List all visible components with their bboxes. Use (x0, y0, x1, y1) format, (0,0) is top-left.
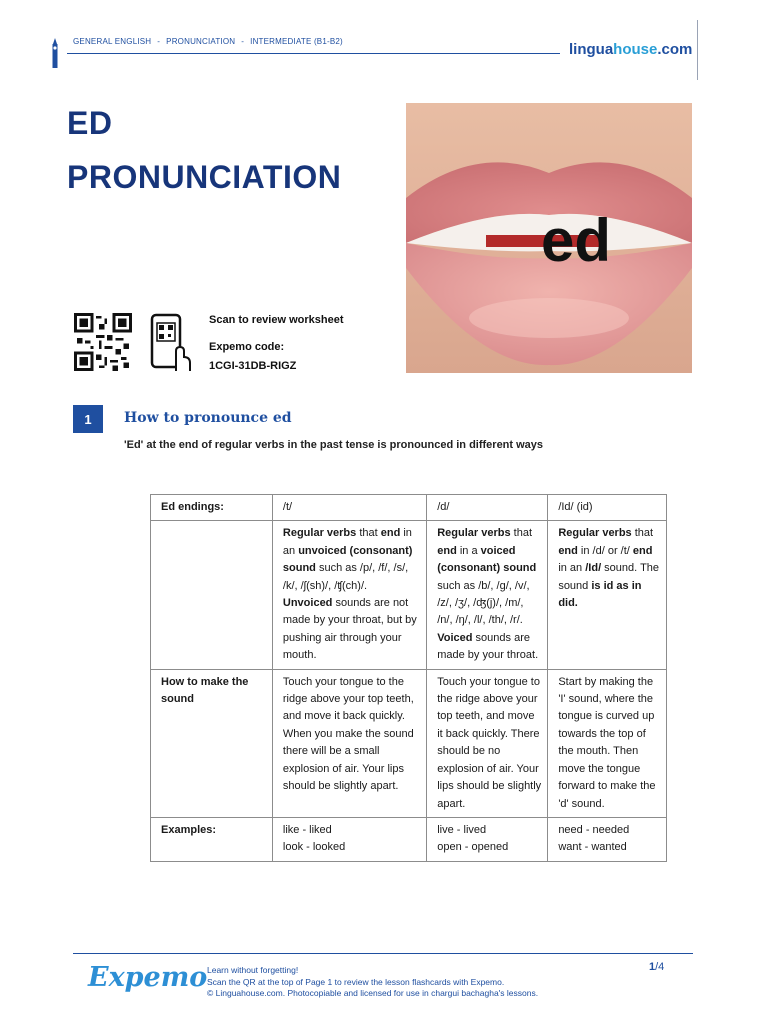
expemo-code-label: Expemo code: (209, 341, 285, 353)
id-examples-cell: need - needed want - wanted (548, 817, 667, 861)
id-description-cell: Regular verbs that end in /d/ or /t/ end in an /Id/ sound. The sound is id as in did. (548, 521, 667, 669)
section-description: 'Ed' at the end of regular verbs in the past tense is pronounced in different ways (124, 439, 544, 451)
table-header-cell: Ed endings: (151, 495, 273, 521)
section-number-badge: 1 (73, 405, 103, 433)
footer-text (207, 965, 538, 1000)
expemo-logo: Expemo (88, 962, 208, 993)
row-label-how-to-make: How to make the sound (151, 669, 273, 817)
t-description-cell: Regular verbs that end in an unvoiced (consonant) sound such as /p/, /f/, /s/, /k/, /ʃ(sh)/, /ʧ(ch)/. Unvoiced sounds are not made by your throat, but by pushing air through your mouth. (272, 521, 426, 669)
id-make-cell: Start by making the 'I' sound, where the tongue is curved up towards the top of the mouth. Then move the tongue forward to make the 'd' sound. (548, 669, 667, 817)
t-examples-cell: like - liked look - looked (272, 817, 426, 861)
breadcrumb (73, 37, 343, 46)
header-divider (67, 53, 560, 54)
footer-tagline: Learn without forgetting! (207, 965, 299, 975)
crumb-separator: - (157, 37, 161, 46)
row-label-examples: Examples: (151, 817, 273, 861)
footer-instruction: Scan the QR at the top of Page 1 to review the lesson flashcards with Expemo. (207, 976, 505, 987)
table-row (151, 521, 667, 669)
table-header-cell: /t/ (272, 495, 426, 521)
footer-divider (73, 953, 693, 954)
table-row (151, 669, 667, 817)
table-row (151, 495, 667, 521)
crumb-separator: - (241, 37, 245, 46)
header-vertical-divider (697, 20, 698, 80)
expemo-code-value: 1CGI-31DB-RIGZ (209, 360, 297, 372)
qr-info (209, 313, 344, 386)
table-row (151, 817, 667, 861)
qr-code-icon (73, 313, 133, 371)
ed-pronunciation-table (150, 494, 667, 862)
scan-label: Scan to review worksheet (209, 314, 344, 326)
crumb-level: INTERMEDIATE (B1-B2) (250, 37, 343, 46)
page-title (67, 96, 341, 204)
table-header-cell: /Id/ (id) (548, 495, 667, 521)
phone-scan-icon (150, 313, 192, 373)
section-title: How to pronounce ed (124, 410, 292, 426)
lips-image (406, 103, 692, 373)
d-examples-cell: live - lived open - opened (427, 817, 548, 861)
page-number: 1/4 (649, 961, 665, 973)
footer-copyright: © Linguahouse.com. Photocopiable and licensed for use in chargui bachagha's lessons. (207, 988, 539, 998)
hero-ed-text: ed (541, 207, 612, 274)
title-line-2: PRONUNCIATION (67, 159, 342, 195)
brand-logo: linguahouse.com (569, 41, 693, 58)
title-line-1: ED (67, 105, 113, 141)
t-make-cell: Touch your tongue to the ridge above your top teeth, and move it back quickly. When you make the sound there will be a small explosion of air. Your lips should be slightly apart. (272, 669, 426, 817)
table-header-cell: /d/ (427, 495, 548, 521)
crumb-pronunciation: PRONUNCIATION (166, 37, 236, 46)
big-ben-icon (50, 38, 60, 68)
table-cell-empty (151, 521, 273, 669)
d-description-cell: Regular verbs that end in a voiced (consonant) sound such as /b/, /g/, /v/, /z/, /ʒ/, /ʤ(j)/, /m/, /n/, /ŋ/, /l/, /th/, /r/. Voiced sounds are made by your throat. (427, 521, 548, 669)
d-make-cell: Touch your tongue to the ridge above your top teeth, and move it back quickly. There should be no explosion of air. Your lips should be slightly apart. (427, 669, 548, 817)
crumb-general-english: GENERAL ENGLISH (73, 37, 152, 46)
